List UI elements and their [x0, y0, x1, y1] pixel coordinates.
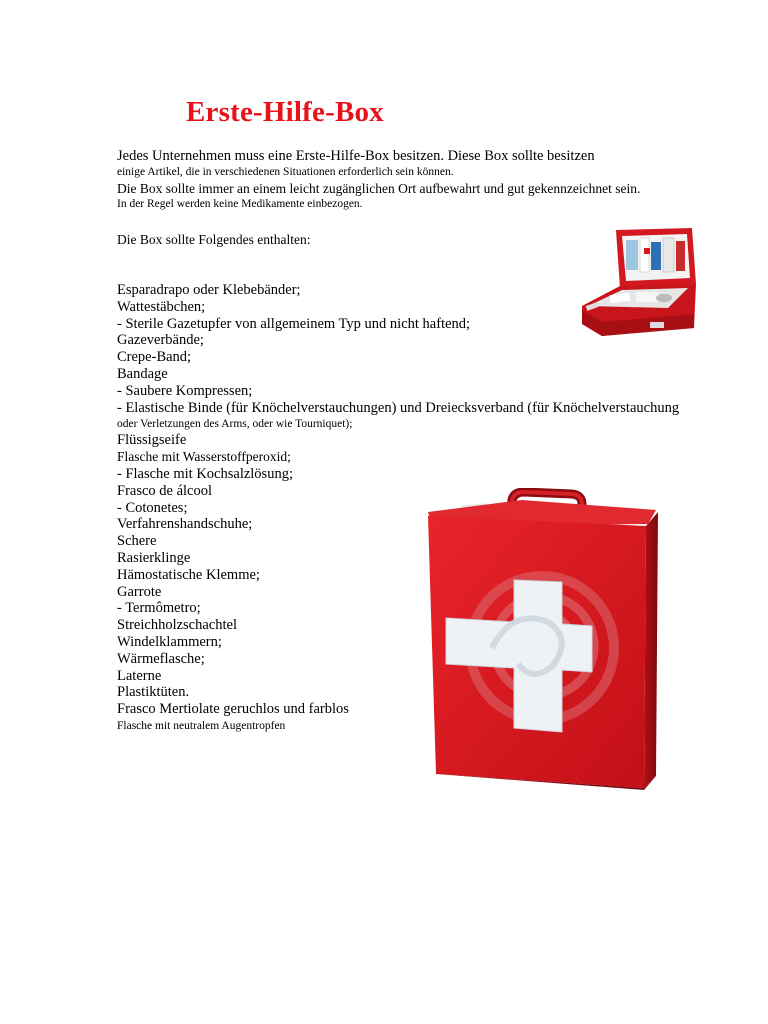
list-item: Hämostatische Klemme;: [117, 566, 260, 583]
list-item: Flüssigseife: [117, 432, 187, 449]
list-item: Windelklammern;: [117, 633, 222, 650]
list-item: Rasierklinge: [117, 549, 191, 566]
red-first-aid-box-image: [422, 488, 662, 793]
list-item: Frasco de álcool: [117, 482, 213, 499]
list-item: - Flasche mit Kochsalzlösung;: [117, 465, 293, 482]
list-item: Gazeverbände;: [117, 332, 204, 349]
list-item: Crepe-Band;: [117, 349, 192, 366]
intro-line: einige Artikel, die in verschiedenen Situationen erforderlich sein können.: [117, 166, 454, 178]
intro-line: In der Regel werden keine Medikamente einbezogen.: [117, 198, 363, 210]
list-item: Garrote: [117, 583, 162, 600]
list-item: - Termômetro;: [117, 600, 201, 617]
list-item: Wärmeflasche;: [117, 650, 205, 667]
list-item: oder Verletzungen des Arms, oder wie Tourniquet);: [117, 418, 353, 431]
list-item: Plastiktüten.: [117, 684, 190, 701]
list-item: Esparadrapo oder Klebebänder;: [117, 282, 301, 298]
intro-paragraph: [117, 148, 717, 212]
list-item: - Cotonetes;: [117, 499, 188, 516]
intro-line: Die Box sollte immer an einem leicht zugänglichen Ort aufbewahrt und gut gekennzeichnet sein.: [117, 181, 641, 196]
page-title: Erste-Hilfe-Box: [186, 96, 384, 128]
list-item: - Elastische Binde (für Knöchelverstauchungen) und Dreiecksverband (für Knöchelverstauchung: [117, 399, 680, 416]
intro-line: Jedes Unternehmen muss eine Erste-Hilfe-Box besitzen. Diese Box sollte besitzen: [117, 148, 595, 164]
list-item: Wattestäbchen;: [117, 298, 206, 315]
list-item: - Sterile Gazetupfer von allgemeinem Typ und nicht haftend;: [117, 315, 471, 332]
list-item: Flasche mit Wasserstoffperoxid;: [117, 449, 291, 465]
list-item: Verfahrenshandschuhe;: [117, 516, 253, 533]
list-item: Schere: [117, 533, 157, 550]
list-item: Flasche mit neutralem Augentropfen: [117, 719, 286, 732]
list-lead: Die Box sollte Folgendes enthalten:: [117, 232, 311, 247]
list-item: Bandage: [117, 365, 168, 382]
list-item: Streichholzschachtel: [117, 617, 237, 634]
list-item: - Saubere Kompressen;: [117, 382, 253, 399]
open-first-aid-case-image: [580, 226, 700, 338]
list-item: Laterne: [117, 667, 162, 684]
list-item: Frasco Mertiolate geruchlos und farblos: [117, 701, 349, 718]
